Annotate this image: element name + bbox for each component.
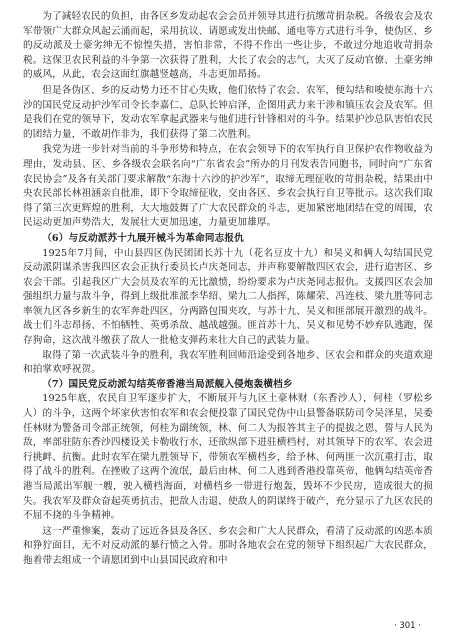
section-heading-6: （6）与反动派苏十九展开械斗为革命同志报仇 [42, 232, 244, 244]
paragraph-tax-resistance: 为了减轻农民的负担，由各区乡发动起农会会员并领导其进行抗缴苛捐杂税。各级农会及农军带领广大群众风起云涌而起，采用抗议、请愿或发出快邮、通电等方式进行斗争，使伪区、乡的反动派及土豪劣绅无不惊惶失措，害怕非常，不得不作出一些让步，不敢过分地追收苛捐杂税。这保卫农民利益的斗争第一次获得了胜利，大长了农会的志气，大灭了反动官僚、土豪劣绅的威风，从此，农会这面红旗越竖越高，斗志更加昂扬。 [23, 11, 433, 81]
document-page [23, 10, 433, 640]
page-number: · 301 · [393, 621, 421, 631]
paragraph-third-victory: 我党为进一步针对当前的斗争形势和特点，在农会领导下的农军执行自卫保护农作物收益为理由，发动县、区、乡各级农会联名向“广东省农会”所办的月刊发表告同胞书，同时向“广东省农民协会”及各有关部门要求解散“东海十六沙的护沙军”，取缔无理征收的苛捐杂税，结果由中央农民部长林祖涵亲自批准，即下令取缔征收，交由各区、乡农会执行自卫等批示。这次我们取得了第三次更辉煌的胜利，大大地鼓舞了广大农民群众的斗志，更加紧密地团结在党的周围，农民运动更加声势浩大，发展壮大更加迅速，力量更加雄厚。 [23, 144, 433, 229]
paragraph-aftermath: 这一严重惨案，轰动了远近各县及各区、乡农会和广大人民群众，看清了反动派的凶恶本质和狰狞面目，无不对反动派的暴行愤之入骨。那时各地农会在党的领导下组织起广大农民群众，拖着带去组成一个请愿团到中山县国民政府和中 [23, 525, 433, 566]
paragraph-victory-return: 取得了第一次武装斗争的胜利，我农军胜利回师沿途受到各地乡、区农会和群众的夹道欢迎和拍掌欢呼祝贺。 [23, 349, 433, 376]
paragraph-hengdang-incident: 1925年底，农民自卫军逐步扩大，不断展开与九区土豪林财（东香沙人），何桂（罗松乡人）的斗争，这两个坏家伙害怕农军和农会便投靠了国民党伪中山县警备联防司令吴泽星，吴委任林财为警备司令部正统领，何桂为副统领，林、何二人为报答其主子的提拔之恩，誓与人民为敌，率部驻防东香沙四楼设关卡勒收行水，还欲纵部下进驻横档村，对其领导下的农军、农会进行挑衅、抗衡。此时农军在梁九胜领导下，带领农军横档乡，给予林、何两匪一次沉重打击，取得了战斗的胜利。在挫败了这两个流氓，最后由林、何二人逃到香港投靠英帝，他俩勾结英帝香港当局派出军舰一艘，驶入横档海面，对横档乡一带进行炮轰，毁坏不少民房，造成很大的损失。我农军及群众奋起英勇抗击，把敌人击退，使敌人的阴谋终于破产，充分显示了九区农民的不屈不挠的斗争精神。 [23, 393, 433, 522]
section-heading-7: （7）国民党反动派勾结英帝香港当局派舰入侵炮轰横档乡 [42, 378, 293, 390]
paragraph-armed-struggle: 1925年7月间，中山县四区伪民团团长苏十九（花名豆皮十九）和吴义和俩人勾结国民党反动派阴谋杀害我四区农会正执行委员长卢庆尧同志，并声称要解散四区农会，进行追害区、乡农会干部。引起我区广大会员及农军的无比激愤，纷纷要求为卢庆尧同志报仇。支援四区农会加强组织力量与敌斗争，得到上级批准派李华绍、梁九二人指挥，陈耀荣、冯连枝、梁九胜等同志率领九区各乡新生的农军奔赴四区，分两路包围夹攻，与苏十九、吴义和匪部展开激烈的战斗。战士们斗志昂扬、不怕牺牲、英勇杀敌、越战越强。匪首苏十九、吴义和见势不妙弃队逃跑，保存狗命，这次战斗缴获了敌人一批枪支弹药来壮大自己的武装力量。 [23, 247, 433, 347]
paragraph-second-victory: 但是各伪区、乡的反动势力还不甘心失败，他们依恃了农会、农军，便勾结和唆使东海十六沙的国民党反动护沙军司令长李嘉仁、总队长钟启泽，企图用武力来干涉和镇压农会及农军。但是我们在党的领导下，发动农军拿起武器来与他们进行针锋相对的斗争。结果护沙总队害怕农民的团结力量，不敢胡作非为，我们获得了第二次胜利。 [23, 84, 433, 140]
